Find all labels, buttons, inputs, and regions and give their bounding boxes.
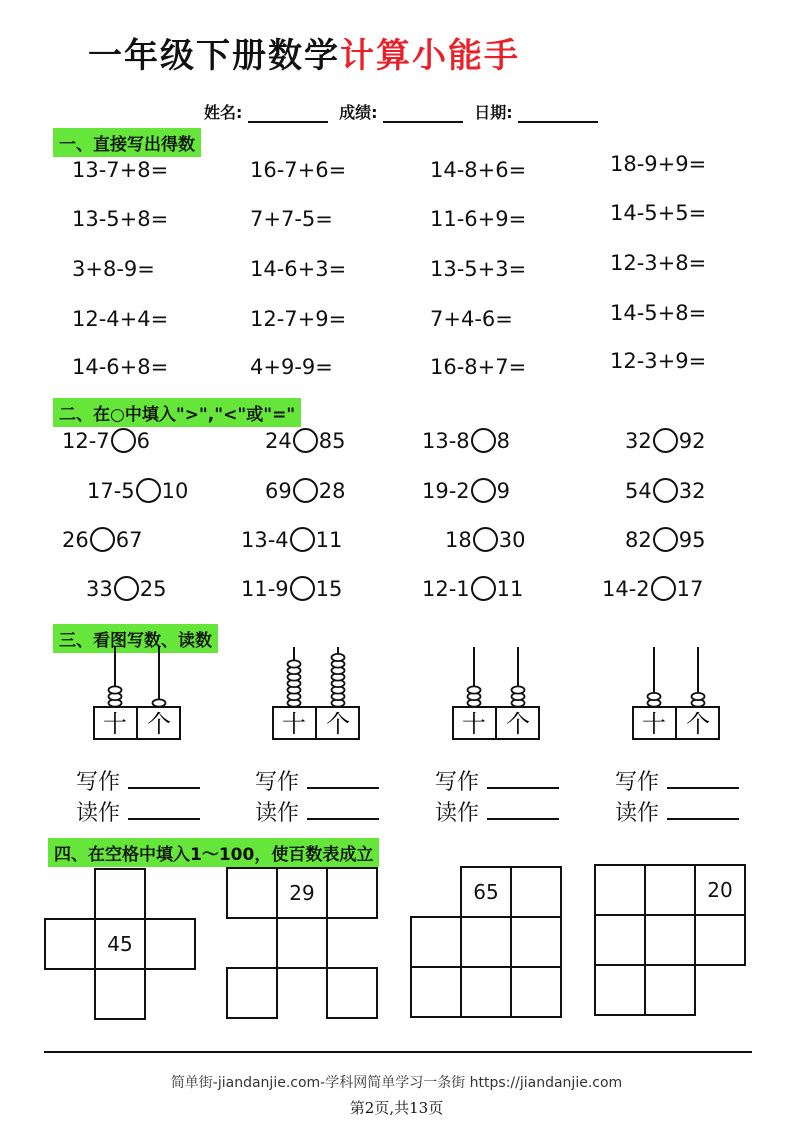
arithmetic-problem[interactable]: 7+4-6= (430, 307, 513, 331)
comparison-left: 82 (625, 527, 652, 552)
comparison-right: 17 (676, 576, 704, 601)
score-blank[interactable] (383, 107, 463, 123)
arithmetic-problem[interactable]: 13-5+3= (430, 257, 527, 281)
section-4-heading: 四、在空格中填入1～100，使百数表成立 (48, 838, 379, 867)
comparison-left: 54 (625, 478, 652, 503)
answer-circle[interactable] (473, 527, 498, 552)
section-2-heading: 二、在○中填入">","<"或"=" (53, 398, 301, 427)
tens-label: 十 (282, 710, 306, 738)
comparison-problem[interactable] (265, 428, 345, 453)
arithmetic-problem[interactable]: 13-7+8= (72, 158, 169, 182)
blank-cell[interactable] (326, 967, 378, 1019)
blank-cell[interactable] (510, 866, 562, 918)
answer-circle[interactable] (653, 527, 678, 552)
comparison-left: 13-4 (241, 527, 289, 552)
abacus-bead (332, 654, 345, 661)
blank-cell[interactable] (644, 864, 696, 916)
blank-cell[interactable] (594, 964, 646, 1016)
comparison-right: 25 (139, 576, 167, 601)
arithmetic-problem[interactable]: 14-6+3= (250, 257, 347, 281)
blank-cell[interactable] (94, 968, 146, 1020)
read-blank[interactable] (307, 814, 379, 820)
comparison-right: 67 (115, 527, 143, 552)
write-line[interactable] (255, 765, 379, 796)
comparison-right: 11 (315, 527, 343, 552)
abacus-bead (288, 660, 301, 667)
comparison-right: 15 (315, 576, 343, 601)
blank-cell[interactable] (226, 867, 278, 919)
comparison-right: 32 (678, 478, 706, 503)
date-blank[interactable] (518, 107, 598, 123)
answer-circle[interactable] (111, 428, 136, 453)
arithmetic-problem[interactable]: 18-9+9= (610, 152, 707, 176)
comparison-left: 18 (445, 527, 472, 552)
write-line[interactable] (615, 765, 739, 796)
arithmetic-problem[interactable]: 11-6+9= (430, 207, 527, 231)
read-label: 读作 (435, 801, 480, 826)
abacus (93, 645, 183, 741)
abacus-bead (692, 693, 705, 700)
comparison-left: 32 (625, 428, 652, 453)
comparison-right: 92 (678, 428, 706, 453)
footer-source: 简单街-jiandanjie.com-学科网简单学习一条街 https://jiandanjie.com (170, 1075, 623, 1091)
abacus-bead (512, 686, 525, 693)
date-label: 日期: (474, 103, 513, 122)
blank-cell[interactable] (44, 918, 96, 970)
given-number-cell: 29 (276, 867, 328, 919)
given-number-cell: 45 (94, 918, 146, 970)
comparison-left: 12-7 (62, 428, 110, 453)
answer-circle[interactable] (471, 478, 496, 503)
write-label: 写作 (76, 770, 121, 795)
blank-cell[interactable] (410, 916, 462, 968)
abacus (632, 645, 722, 741)
section-1-heading: 一、直接写出得数 (53, 128, 201, 157)
comparison-right: 10 (161, 478, 189, 503)
comparison-left: 33 (86, 576, 113, 601)
arithmetic-problem[interactable]: 14-5+8= (610, 301, 707, 325)
footer-divider (44, 1051, 752, 1053)
arithmetic-problem[interactable]: 12-7+9= (250, 307, 347, 331)
comparison-left: 12-1 (422, 576, 470, 601)
comparison-problem[interactable] (241, 527, 342, 552)
title-main: 一年级下册数学 (88, 36, 340, 76)
comparison-problem[interactable] (86, 576, 166, 601)
answer-circle[interactable] (293, 478, 318, 503)
read-line[interactable] (435, 796, 559, 827)
blank-cell[interactable] (594, 914, 646, 966)
answer-circle[interactable] (114, 576, 139, 601)
comparison-problem[interactable] (445, 527, 525, 552)
comparison-problem[interactable] (87, 478, 188, 503)
write-line[interactable] (76, 765, 200, 796)
given-number-cell: 20 (694, 864, 746, 916)
arithmetic-problem[interactable]: 4+9-9= (250, 355, 333, 379)
write-label: 写作 (255, 770, 300, 795)
answer-circle[interactable] (471, 576, 496, 601)
comparison-problem[interactable] (422, 576, 523, 601)
blank-cell[interactable] (144, 918, 196, 970)
arithmetic-problem[interactable]: 7+7-5= (250, 207, 333, 231)
abacus-bead (153, 699, 166, 706)
write-blank[interactable] (307, 783, 379, 789)
blank-cell[interactable] (460, 966, 512, 1018)
blank-cell[interactable] (510, 966, 562, 1018)
answer-circle[interactable] (290, 527, 315, 552)
read-label: 读作 (76, 801, 121, 826)
comparison-left: 17-5 (87, 478, 135, 503)
answer-circle[interactable] (136, 478, 161, 503)
write-blank[interactable] (487, 783, 559, 789)
abacus-bead (109, 686, 122, 693)
blank-cell[interactable] (644, 964, 696, 1016)
arithmetic-problem[interactable]: 12-4+4= (72, 307, 169, 331)
blank-cell[interactable] (276, 917, 328, 969)
comparison-right: 11 (496, 576, 524, 601)
answer-circle[interactable] (653, 428, 678, 453)
read-line[interactable] (76, 796, 200, 827)
comparison-left: 13-8 (422, 428, 470, 453)
comparison-right: 95 (678, 527, 706, 552)
arithmetic-problem[interactable]: 16-7+6= (250, 158, 347, 182)
arithmetic-problem[interactable]: 13-5+8= (72, 207, 169, 231)
comparison-problem[interactable] (625, 478, 705, 503)
comparison-problem[interactable] (265, 478, 345, 503)
write-line[interactable] (435, 765, 559, 796)
arithmetic-problem[interactable]: 12-3+9= (610, 349, 707, 373)
arithmetic-problem[interactable]: 3+8-9= (72, 257, 155, 281)
tens-label: 十 (642, 710, 666, 738)
name-label: 姓名: (204, 103, 243, 122)
blank-cell[interactable] (644, 914, 696, 966)
comparison-left: 69 (265, 478, 292, 503)
blank-cell[interactable] (594, 864, 646, 916)
comparison-right: 30 (498, 527, 526, 552)
ones-label: 个 (326, 710, 350, 738)
read-label: 读作 (255, 801, 300, 826)
tens-label: 十 (462, 710, 486, 738)
title-accent: 计算小能手 (340, 36, 520, 76)
comparison-problem[interactable] (422, 478, 510, 503)
ones-label: 个 (506, 710, 530, 738)
blank-cell[interactable] (694, 914, 746, 966)
page-title (88, 28, 520, 77)
comparison-right: 28 (318, 478, 346, 503)
comparison-problem[interactable] (62, 428, 150, 453)
section-3-heading: 三、看图写数、读数 (53, 624, 218, 653)
read-blank[interactable] (128, 814, 200, 820)
read-label: 读作 (615, 801, 660, 826)
abacus-bead (468, 686, 481, 693)
write-blank[interactable] (128, 783, 200, 789)
comparison-problem[interactable] (241, 576, 342, 601)
comparison-right: 9 (496, 478, 511, 503)
comparison-problem[interactable] (602, 576, 703, 601)
given-number-cell: 65 (460, 866, 512, 918)
write-blank[interactable] (667, 783, 739, 789)
comparison-right: 8 (496, 428, 511, 453)
name-blank[interactable] (248, 107, 328, 123)
arithmetic-problem[interactable]: 12-3+8= (610, 251, 707, 275)
blank-cell[interactable] (410, 966, 462, 1018)
read-blank[interactable] (667, 814, 739, 820)
comparison-left: 26 (62, 527, 89, 552)
answer-circle[interactable] (293, 428, 318, 453)
arithmetic-problem[interactable]: 14-8+6= (430, 158, 527, 182)
comparison-problem[interactable] (625, 428, 705, 453)
answer-circle[interactable] (90, 527, 115, 552)
arithmetic-problem[interactable]: 16-8+7= (430, 355, 527, 379)
blank-cell[interactable] (460, 916, 512, 968)
page-number: 第2页,共13页 (349, 1099, 444, 1117)
comparison-left: 11-9 (241, 576, 289, 601)
read-blank[interactable] (487, 814, 559, 820)
abacus (272, 645, 362, 741)
write-label: 写作 (435, 770, 480, 795)
ones-label: 个 (147, 710, 171, 738)
answer-circle[interactable] (471, 428, 496, 453)
comparison-left: 14-2 (602, 576, 650, 601)
blank-cell[interactable] (226, 967, 278, 1019)
abacus (452, 645, 542, 741)
answer-circle[interactable] (651, 576, 676, 601)
read-line[interactable] (255, 796, 379, 827)
blank-cell[interactable] (510, 916, 562, 968)
arithmetic-problem[interactable]: 14-6+8= (72, 355, 169, 379)
answer-circle[interactable] (290, 576, 315, 601)
comparison-problem[interactable] (625, 527, 705, 552)
comparison-right: 85 (318, 428, 346, 453)
ones-label: 个 (686, 710, 710, 738)
score-label: 成绩: (339, 103, 378, 122)
comparison-problem[interactable] (62, 527, 142, 552)
comparison-problem[interactable] (422, 428, 510, 453)
abacus-bead (648, 693, 661, 700)
comparison-right: 6 (136, 428, 151, 453)
arithmetic-problem[interactable]: 14-5+5= (610, 201, 707, 225)
blank-cell[interactable] (94, 868, 146, 920)
comparison-left: 24 (265, 428, 292, 453)
write-label: 写作 (615, 770, 660, 795)
tens-label: 十 (103, 710, 127, 738)
comparison-left: 19-2 (422, 478, 470, 503)
answer-circle[interactable] (653, 478, 678, 503)
blank-cell[interactable] (326, 867, 378, 919)
student-info (204, 100, 598, 123)
read-line[interactable] (615, 796, 739, 827)
